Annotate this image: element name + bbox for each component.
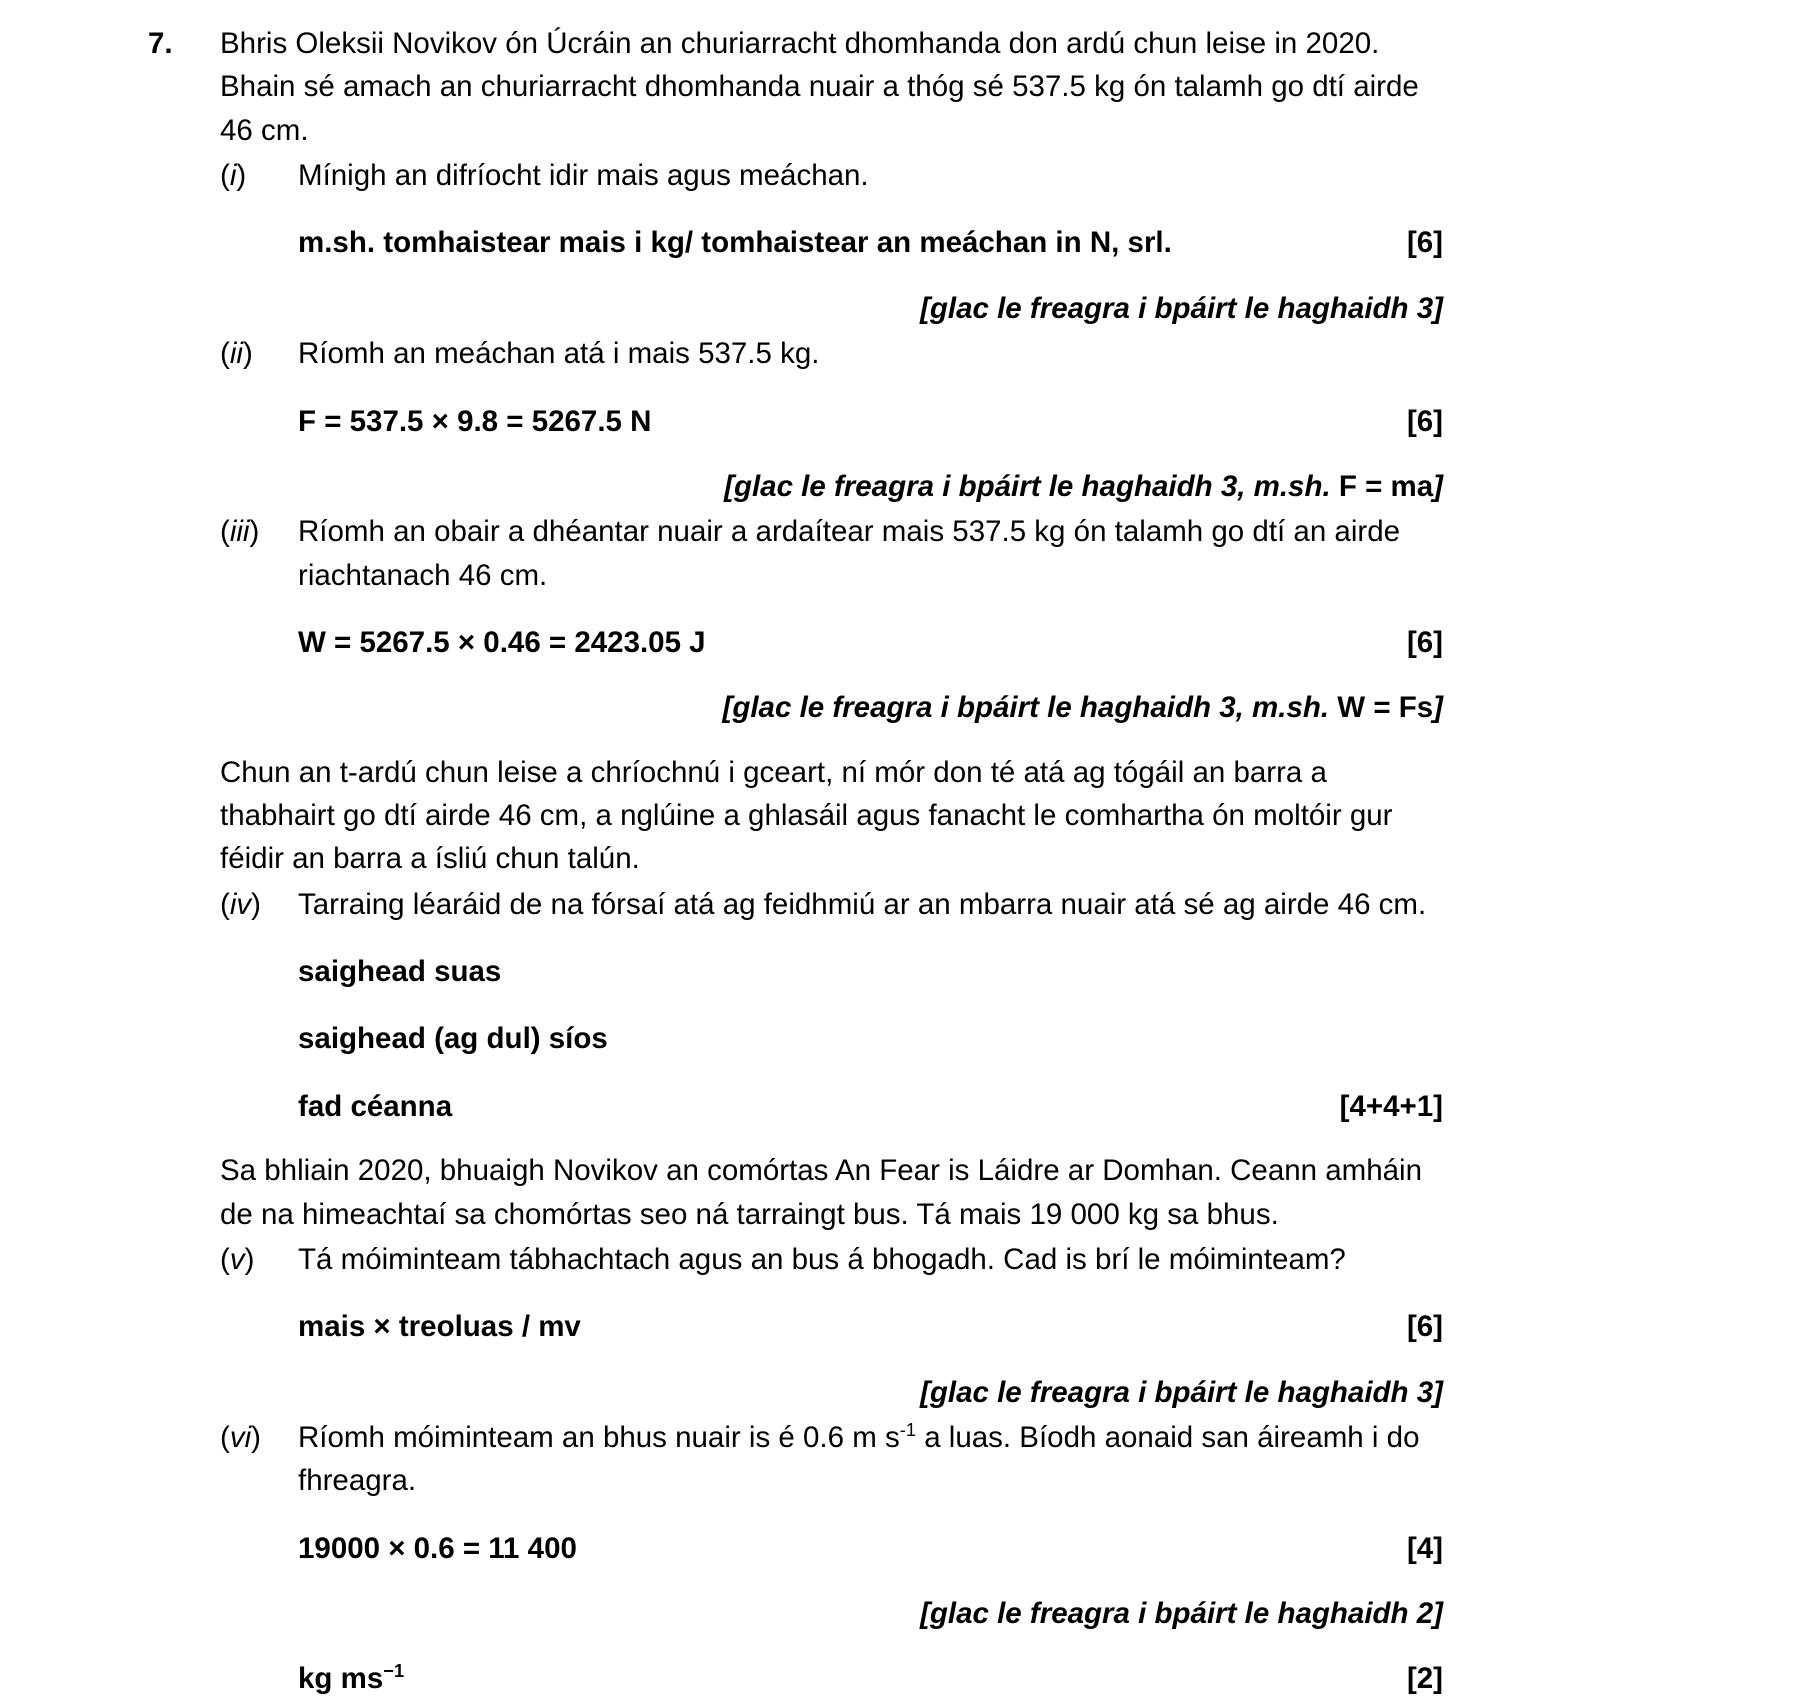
question-block — [148, 22, 1443, 1701]
part-iv — [220, 883, 1443, 1128]
part-ii-label-roman: ii — [229, 337, 243, 371]
part-v-label-close: ) — [244, 1242, 255, 1276]
part-v-note: [glac le freagra i bpáirt le haghaidh 3] — [920, 1375, 1443, 1409]
question-stem-row — [148, 22, 1443, 1701]
part-ii-answer: F = 537.5 × 9.8 = 5267.5 N — [298, 404, 652, 438]
part-ii-content — [298, 332, 1443, 443]
part-vi-label-open: ( — [220, 1420, 230, 1454]
part-i-label-close: ) — [236, 159, 247, 193]
part-iv-answer-line-2: saighead (ag dul) síos — [298, 1022, 608, 1056]
part-vi-unit-marks: [2] — [1406, 1662, 1443, 1696]
second-paragraph: Sa bhliain 2020, bhuaigh Novikov an comórtas An Fear is Láidre ar Domhan. Ceann amháin de na himeachtaí sa chomórtas seo ná tarraingt bus. Tá mais 19 000 kg sa bhus. — [220, 1154, 1423, 1231]
part-vi-unit-row — [298, 1657, 1443, 1700]
part-i-label-open: ( — [220, 159, 230, 193]
part-vi-question-tail: a luas. Bíodh aonaid san áireamh i do fhreagra. — [298, 1420, 1420, 1498]
part-iii-note-close: ] — [1433, 691, 1443, 725]
part-ii-label-open: ( — [220, 337, 230, 371]
part-iv-label-open: ( — [220, 887, 230, 921]
part-vi-marks: [4] — [1406, 1531, 1443, 1565]
part-iv-label-close: ) — [251, 887, 261, 921]
part-v-label — [220, 1238, 298, 1281]
part-vi-unit-content — [298, 1637, 1443, 1700]
part-iii-marks: [6] — [1406, 625, 1443, 659]
part-iii-label — [220, 510, 298, 553]
part-iii-label-close: ) — [249, 515, 260, 549]
part-i-note: [glac le freagra i bpáirt le haghaidh 3] — [920, 291, 1443, 325]
part-iii-label-open: ( — [220, 515, 230, 549]
part-vi-unit-superscript: −1 — [383, 1660, 405, 1682]
part-ii — [220, 332, 1443, 443]
mid-paragraph: Chun an t-ardú chun leise a chríochnú i gceart, ní mór don té atá ag tógáil an barra a thabhairt go dtí airde 46 cm, a nglúine a ghlasáil agus fanacht le comhartha ón moltóir gur féidir an barra a ísliú chun talún. — [220, 755, 1393, 876]
part-v-answer: mais × treoluas / mv — [298, 1310, 581, 1344]
part-i-label-roman: i — [229, 159, 237, 193]
part-ii-answer-row — [298, 400, 1443, 443]
part-v-label-open: ( — [220, 1242, 230, 1276]
part-iv-answer-line-3: fad céanna — [298, 1089, 453, 1123]
part-i-question: Mínigh an difríocht idir mais agus meáchan. — [298, 159, 869, 193]
part-iv-label — [220, 883, 298, 926]
part-iv-marks: [4+4+1] — [1339, 1089, 1443, 1123]
part-iv-answer-row-3 — [298, 1085, 1443, 1128]
part-i-answer: m.sh. tomhaistear mais i kg/ tomhaistear an meáchan in N, srl. — [298, 226, 1172, 260]
part-ii-marks: [6] — [1406, 404, 1443, 438]
part-vi-unit — [220, 1637, 1443, 1700]
part-iii — [220, 510, 1443, 664]
part-iv-answer-line-1: saighead suas — [298, 955, 502, 989]
part-vi — [220, 1416, 1443, 1570]
part-iii-note-formula: W = Fs — [1329, 691, 1434, 725]
part-i-answer-row — [298, 221, 1443, 264]
part-ii-note — [220, 465, 1443, 508]
part-vi-unit-lead: kg ms — [298, 1662, 384, 1696]
question-body — [220, 22, 1443, 1701]
part-iv-question: Tarraing léaráid de na fórsaí atá ag feidhmiú ar an mbarra nuair atá sé ag airde 46 cm. — [298, 887, 1427, 921]
part-iii-note — [220, 686, 1443, 729]
part-v — [220, 1238, 1443, 1349]
part-ii-label — [220, 332, 298, 375]
part-iii-content — [298, 510, 1443, 664]
part-iii-label-roman: iii — [229, 515, 250, 549]
part-iii-answer-row — [298, 621, 1443, 664]
part-i — [220, 154, 1443, 265]
question-stem-text: Bhris Oleksii Novikov ón Úcráin an churiarracht dhomhanda don ardú chun leise in 2020. Bhain sé amach an churiarracht dhomhanda nuair a thóg sé 537.5 kg ón talamh go dtí airde 46 cm. — [220, 27, 1419, 147]
part-i-marks: [6] — [1406, 226, 1443, 260]
part-v-marks: [6] — [1406, 1310, 1443, 1344]
question-number: 7. — [148, 27, 173, 60]
part-iii-answer: W = 5267.5 × 0.46 = 2423.05 J — [298, 625, 706, 659]
part-v-label-roman: v — [229, 1242, 245, 1276]
part-vi-question-superscript: -1 — [899, 1419, 916, 1441]
part-v-answer-row — [298, 1305, 1443, 1348]
part-v-question: Tá móiminteam tábhachtach agus an bus á bhogadh. Cad is brí le móiminteam? — [298, 1242, 1346, 1276]
part-ii-label-close: ) — [242, 337, 253, 371]
part-ii-note-italic: [glac le freagra i bpáirt le haghaidh 3, m.sh. — [724, 469, 1331, 503]
part-vi-answer: 19000 × 0.6 = 11 400 — [298, 1531, 577, 1565]
part-vi-label-roman: vi — [229, 1420, 252, 1454]
part-iv-answer-row-1 — [298, 950, 1443, 993]
part-vi-note: [glac le freagra i bpáirt le haghaidh 2] — [920, 1597, 1443, 1631]
part-i-content — [298, 154, 1443, 265]
part-iv-label-roman: iv — [229, 887, 252, 921]
part-iii-note-italic: [glac le freagra i bpáirt le haghaidh 3, m.sh. — [722, 691, 1330, 725]
part-vi-question-lead: Ríomh móiminteam an bhus nuair is é 0.6 m s — [298, 1420, 900, 1454]
part-ii-note-close: ] — [1433, 469, 1443, 503]
part-vi-unit-answer — [298, 1657, 404, 1700]
part-vi-content — [298, 1416, 1443, 1570]
part-ii-question: Ríomh an meáchan atá i mais 537.5 kg. — [298, 337, 820, 371]
part-iv-answer-row-2 — [298, 1017, 1443, 1060]
part-vi-answer-row — [298, 1527, 1443, 1570]
part-iii-question: Ríomh an obair a dhéantar nuair a ardaítear mais 537.5 kg ón talamh go dtí an airde riachtanach 46 cm. — [298, 515, 1401, 592]
part-vi-label-close: ) — [251, 1420, 261, 1454]
part-i-label — [220, 154, 298, 197]
part-iv-content — [298, 883, 1443, 1128]
part-vi-question — [298, 1416, 1443, 1503]
part-ii-note-formula: F = ma — [1330, 469, 1434, 503]
part-v-content — [298, 1238, 1443, 1349]
part-vi-label — [220, 1416, 298, 1459]
